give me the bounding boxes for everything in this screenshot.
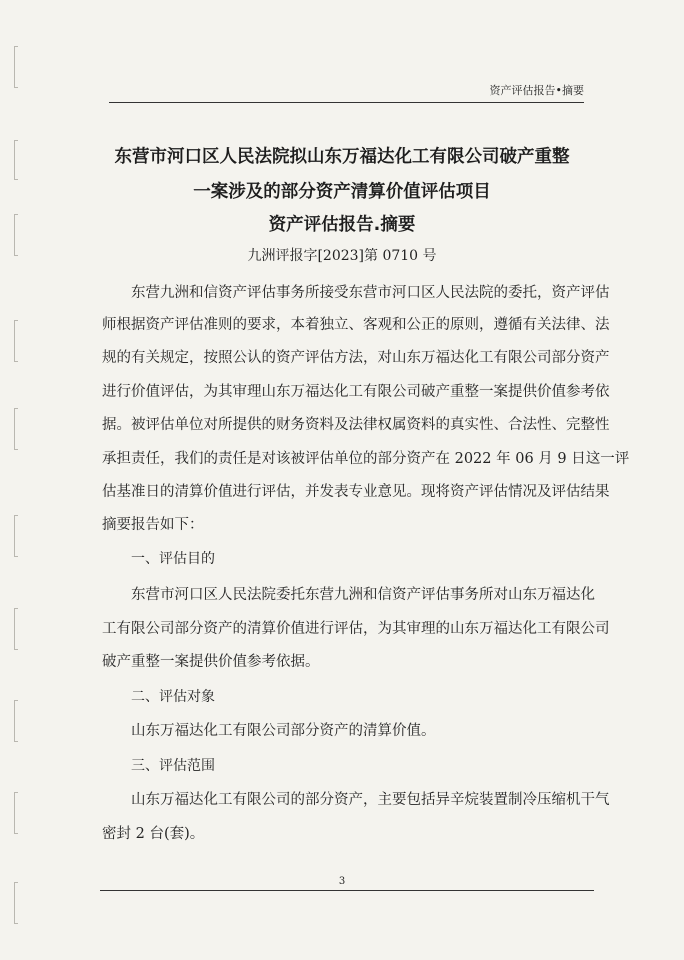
intro-line: 进行价值评估，为其审理山东万福达化工有限公司破产重整一案提供价值参考依 <box>102 384 610 400</box>
section-heading-object: 二、评估对象 <box>131 689 215 705</box>
section-heading-scope: 三、评估范围 <box>131 758 215 774</box>
title-line-3: 资产评估报告.摘要 <box>268 215 416 235</box>
scope-line: 密封 2 台(套)。 <box>102 826 205 842</box>
object-line: 山东万福达化工有限公司部分资产的清算价值。 <box>131 723 436 739</box>
purpose-line: 破产重整一案提供价值参考依据。 <box>102 654 320 670</box>
running-header <box>109 84 584 103</box>
scope-line: 山东万福达化工有限公司的部分资产，主要包括异辛烷装置制冷压缩机干气 <box>131 792 610 808</box>
intro-line: 估基准日的清算价值进行评估，并发表专业意见。现将资产评估情况及评估结果 <box>102 484 610 500</box>
intro-line: 规的有关规定，按照公认的资产评估方法，对山东万福达化工有限公司部分资产 <box>102 350 610 366</box>
title-line-2: 一案涉及的部分资产清算价值评估项目 <box>193 182 491 202</box>
intro-line: 东营九洲和信资产评估事务所接受东营市河口区人民法院的委托，资产评估 <box>131 285 610 301</box>
page-number: 3 <box>338 876 346 887</box>
purpose-line: 东营市河口区人民法院委托东营九洲和信资产评估事务所对山东万福达化 <box>131 587 595 603</box>
binding-mark <box>14 882 18 924</box>
intro-line: 摘要报告如下： <box>102 517 204 533</box>
intro-line: 承担责任，我们的责任是对该被评估单位的部分资产在 2022 年 06 月 9 日这一评 <box>102 451 630 467</box>
running-header-title: 资产评估报告•摘要 <box>489 84 584 97</box>
title-line-1: 东营市河口区人民法院拟山东万福达化工有限公司破产重整 <box>114 147 570 167</box>
footer-rule <box>100 890 594 891</box>
intro-line: 师根据资产评估准则的要求，本着独立、客观和公正的原则，遵循有关法律、法 <box>102 317 610 333</box>
purpose-line: 工有限公司部分资产的清算价值进行评估，为其审理的山东万福达化工有限公司 <box>102 621 610 637</box>
document-number: 九洲评报字[2023]第 0710 号 <box>247 248 437 264</box>
section-heading-purpose: 一、评估目的 <box>131 551 215 567</box>
binding-mark <box>14 46 18 88</box>
intro-line: 据。被评估单位对所提供的财务资料及法律权属资料的真实性、合法性、完整性 <box>102 417 610 433</box>
